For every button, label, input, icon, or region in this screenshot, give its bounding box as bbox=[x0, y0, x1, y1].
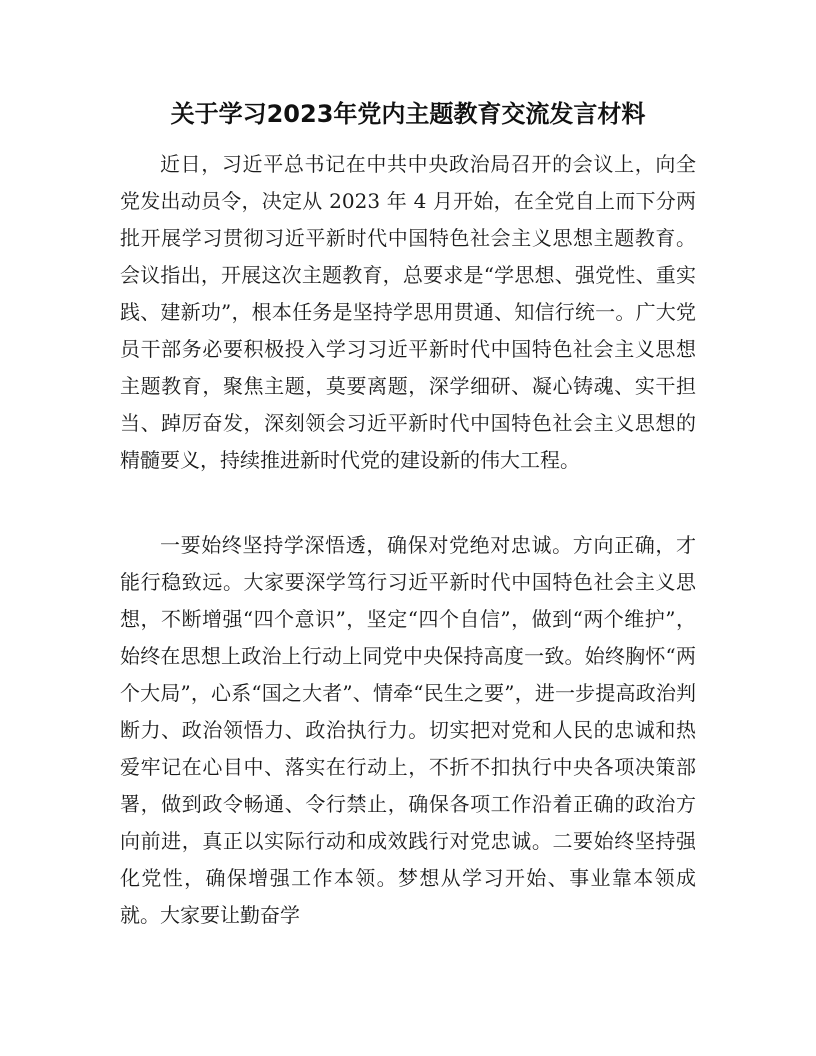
paragraph-intro: 近日，习近平总书记在中共中央政治局召开的会议上，向全党发出动员令，决定从 2023 年 4 月开始，在全党自上而下分两批开展学习贯彻习近平新时代中国特色社会主义思想主题教育。会议指出，开展这次主题教育，总要求是“学思想、强党性、重实践、建新功”，根本任务是坚持学思用贯通、知信行统一。广大党员干部务必要积极投入学习习近平新时代中国特色社会主义思想主题教育，聚焦主题，莫要离题，深学细研、凝心铸魂、实干担当、踔厉奋发，深刻领会习近平新时代中国特色社会主义思想的精髓要义，持续推进新时代党的建设新的伟大工程。 bbox=[120, 152, 696, 472]
paragraph-point-one: 一要始终坚持学深悟透，确保对党绝对忠诚。方向正确，才能行稳致远。大家要深学笃行习近平新时代中国特色社会主义思想，不断增强“四个意识”，坚定“四个自信”，做到“两个维护”，始终在思想上政治上行动上同党中央保持高度一致。始终胸怀“两个大局”，心系“国之大者”、情牵“民生之要”，进一步提高政治判断力、政治领悟力、政治执行力。切实把对党和人民的忠诚和热爱牢记在心目中、落实在行动上，不折不扣执行中央各项决策部署，做到政令畅通、令行禁止，确保各项工作沿着正确的政治方向前进，真正以实际行动和成效践行对党忠诚。二要始终坚持强化党性，确保增强工作本领。梦想从学习开始、事业靠本领成就。大家要让勤奋学 bbox=[120, 533, 696, 927]
document-title: 关于学习2023年党内主题教育交流发言材料 bbox=[170, 100, 646, 128]
